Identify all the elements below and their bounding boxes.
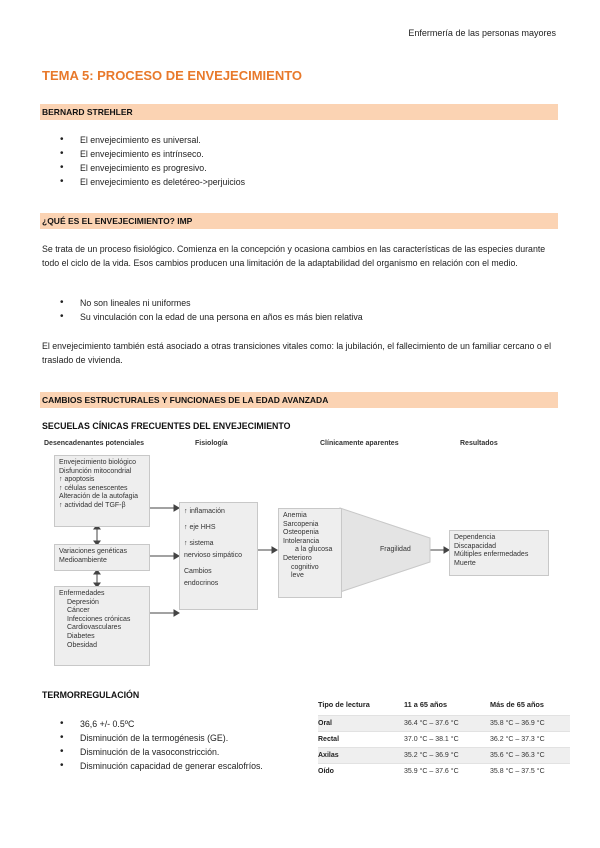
arrow-head [174, 610, 179, 616]
page-title: TEMA 5: PROCESO DE ENVEJECIMIENTO [42, 68, 303, 83]
diagram-text: ↑ eje HHS [184, 524, 216, 531]
list-item: • No son lineales ni uniformes [60, 298, 363, 312]
table-cell: 35.9 °C – 37.6 °C [404, 764, 490, 780]
diagram-text: Enfermedades [59, 590, 105, 597]
diagram-text: leve [291, 572, 304, 580]
list-item: • Disminución de la vasoconstricción. [60, 747, 263, 761]
section-heading-structural-changes: CAMBIOS ESTRUCTURALES Y FUNCIONAES DE LA EDAD AVANZADA [40, 392, 558, 408]
table-cell: 35.8 °C – 37.5 °C [490, 764, 570, 780]
thermoregulation-heading: TERMORREGULACIÓN [42, 690, 140, 700]
diagram-text: Cardiovasculares [67, 624, 122, 632]
diagram-text: ↑ sistema [184, 540, 214, 547]
diagram-text: cognitivo [291, 563, 319, 571]
diagram-text: Anemia [283, 512, 307, 519]
table-cell: 37.0 °C – 38.1 °C [404, 732, 490, 748]
diagram-text: Deterioro [283, 554, 312, 562]
diagram-text: a la glucosa [295, 546, 333, 554]
diagram-text: Medioambiente [59, 556, 107, 564]
table-cell: Oído [318, 764, 404, 780]
column-header-results: Resultados [460, 440, 498, 447]
diagram-text: Cáncer [67, 607, 90, 615]
physiology-box [179, 502, 258, 610]
table-header: Más de 65 años [490, 700, 544, 709]
diagram-text: Diabetes [67, 632, 95, 640]
diagram-text: Muerte [454, 559, 476, 567]
arrow-head [272, 547, 277, 553]
genetics-environment-box [54, 544, 150, 571]
list-item: • 36,6 +/- 0.5ºC [60, 719, 263, 733]
aging-sequelae-diagram [40, 440, 560, 668]
list-item: • El envejecimiento es intrínseco. [60, 149, 245, 163]
diagram-text: ↑ actividad del TGF-β [59, 501, 126, 509]
table-cell: Oral [318, 716, 404, 732]
thermoregulation-list [60, 719, 263, 775]
list-item: • El envejecimiento es progresivo. [60, 163, 245, 177]
diagram-text: Discapacidad [454, 542, 497, 550]
table-row [318, 732, 570, 748]
diagram-text: ↑ inflamación [184, 508, 225, 515]
diagram-text: Obesidad [67, 641, 97, 649]
diagram-text: ↑ células senescentes [59, 484, 128, 492]
list-item: • Disminución de la termogénesis (GE). [60, 733, 263, 747]
table-cell: 35.2 °C – 36.9 °C [404, 748, 490, 764]
column-header-clinical: Clínicamente aparentes [320, 440, 399, 447]
diagram-text: Sarcopenia [283, 520, 319, 528]
frailty-label: Fragilidad [380, 546, 411, 553]
table-cell: 35.8 °C – 36.9 °C [490, 716, 570, 732]
column-header-physiology: Fisiología [195, 440, 228, 447]
table-cell: 36.4 °C – 37.6 °C [404, 716, 490, 732]
table-header: Tipo de lectura [318, 700, 370, 709]
diagram-text: endocrinos [184, 580, 219, 587]
diagram-text: Variaciones genéticas [59, 548, 127, 555]
temperature-table [318, 700, 570, 779]
life-transitions-paragraph: El envejecimiento también está asociado a otras transiciones vitales como: la jubilación, el fallecimiento de un familiar cercano o el traslado de vivienda. [42, 341, 552, 365]
diagram-text: Intolerancia [283, 537, 320, 545]
section-heading-what-is-aging: ¿QUÉ ES EL ENVEJECIMIENTO? IMP [40, 213, 558, 229]
table-cell: 35.6 °C – 36.3 °C [490, 748, 570, 764]
diagram-text: nervioso simpático [184, 552, 242, 559]
strehler-list [60, 135, 245, 191]
aging-characteristics-list [60, 298, 363, 326]
biological-aging-box [54, 455, 150, 527]
aging-definition-paragraph: Se trata de un proceso fisiológico. Comienza en la concepción y ocasiona cambios en las características de las especies durante todo el ciclo de la vida. Esos cambios producen una limitación de la adaptabilidad del organismo en relación con el medio. [42, 244, 546, 268]
diseases-box [54, 586, 150, 666]
table-cell: Axilas [318, 748, 404, 764]
table-row [318, 764, 570, 780]
diagram-text: Disfunción mitocondrial [59, 467, 132, 475]
diagram-text: Infecciones crónicas [67, 615, 131, 623]
diagram-text: Dependencia [454, 534, 496, 541]
diagram-text: Envejecimiento biológico [59, 459, 137, 466]
clinical-box [278, 508, 342, 598]
table-row [318, 716, 570, 732]
diagram-text: Múltiples enfermedades [454, 551, 529, 559]
list-item: • Disminución capacidad de generar escalofríos. [60, 761, 263, 775]
results-box [449, 530, 549, 576]
table-header-row [318, 700, 570, 716]
list-item: • Su vinculación con la edad de una persona en años es más bien relativa [60, 312, 363, 326]
table-row [318, 748, 570, 764]
course-header: Enfermería de las personas mayores [408, 28, 556, 38]
table-cell: 36.2 °C – 37.3 °C [490, 732, 570, 748]
section-heading-strehler: BERNARD STREHLER [40, 104, 558, 120]
list-item: • El envejecimiento es deletéreo->perjuicios [60, 177, 245, 191]
table-cell: Rectal [318, 732, 404, 748]
list-item: • El envejecimiento es universal. [60, 135, 245, 149]
column-header-triggers: Desencadenantes potenciales [44, 440, 144, 447]
diagram-text: Cambios [184, 568, 212, 575]
diagram-text: ↑ apoptosis [59, 476, 95, 484]
table-header: 11 a 65 años [404, 700, 448, 709]
clinical-sequelae-heading: SECUELAS CÍNICAS FRECUENTES DEL ENVEJECIMIENTO [42, 421, 291, 431]
diagram-text: Depresión [67, 598, 99, 606]
diagram-text: Alteración de la autofagia [59, 493, 138, 501]
diagram-text: Osteopenia [283, 529, 319, 537]
